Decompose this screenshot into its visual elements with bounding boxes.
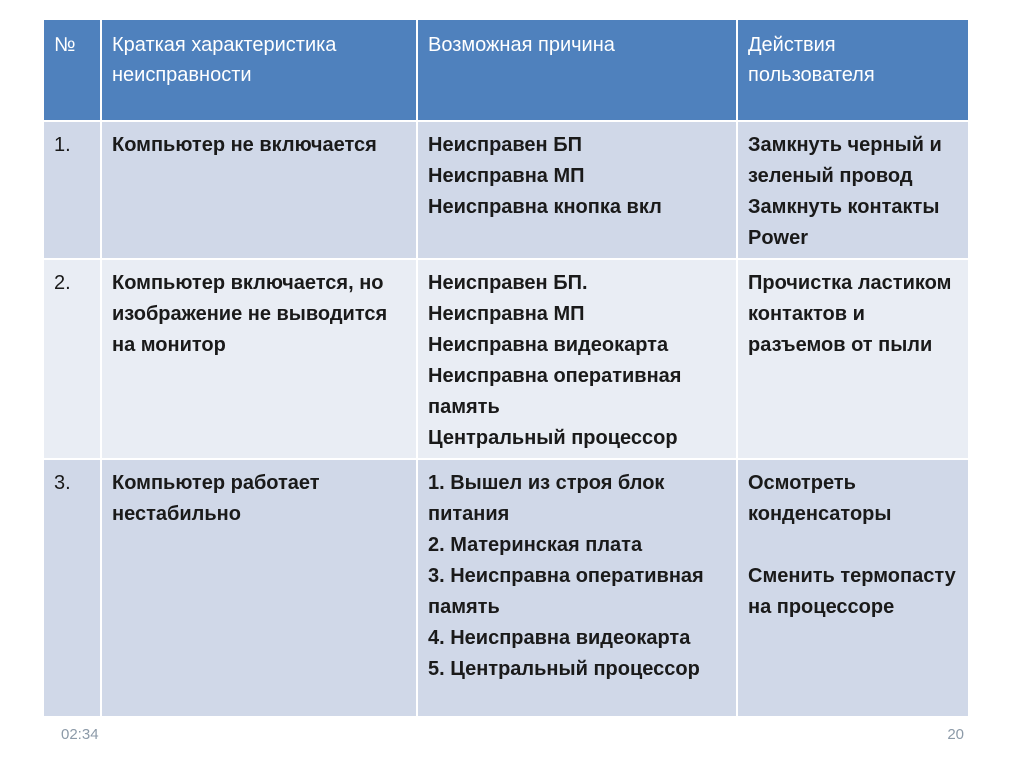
table-row xyxy=(43,121,969,259)
cause-item: 4. Неисправна видеокарта xyxy=(428,627,691,649)
troubleshooting-table xyxy=(42,18,970,718)
cause-item: Неисправен БП xyxy=(428,134,582,156)
row-number: 2. xyxy=(43,259,101,459)
cause-item: Центральный процессор xyxy=(428,427,678,449)
cause-item: Неисправна МП xyxy=(428,165,585,187)
action-item: Замкнуть черный и зеленый провод xyxy=(748,134,942,187)
header-cause: Возможная причина xyxy=(417,19,737,121)
action-item: Осмотреть конденсаторы xyxy=(748,472,892,525)
possible-causes xyxy=(417,459,737,717)
header-num: № xyxy=(43,19,101,121)
fault-description: Компьютер не включается xyxy=(101,121,417,259)
action-item: Прочистка ластиком контактов и разъемов от пыли xyxy=(748,272,952,356)
cause-item: Неисправна оперативная память xyxy=(428,365,682,418)
cause-item: 2. Материнская плата xyxy=(428,534,643,556)
row-number: 1. xyxy=(43,121,101,259)
spacer xyxy=(748,530,958,561)
table-row xyxy=(43,459,969,717)
user-actions xyxy=(737,121,969,259)
header-description: Краткая характеристика неисправности xyxy=(101,19,417,121)
header-actions: Действия пользователя xyxy=(737,19,969,121)
page-number: 20 xyxy=(947,726,964,743)
footer-time: 02:34 xyxy=(61,726,99,743)
cause-item: Неисправна кнопка вкл xyxy=(428,196,662,218)
fault-description: Компьютер работает нестабильно xyxy=(101,459,417,717)
possible-causes xyxy=(417,121,737,259)
cause-item: 5. Центральный процессор xyxy=(428,658,700,680)
cause-item: 3. Неисправна оперативная память xyxy=(428,565,704,618)
action-item: Сменить термопасту на процессоре xyxy=(748,565,956,618)
table-header-row xyxy=(43,19,969,121)
possible-causes xyxy=(417,259,737,459)
cause-item: 1. Вышел из строя блок питания xyxy=(428,472,665,525)
action-item: Замкнуть контакты Power xyxy=(748,196,940,249)
table-row xyxy=(43,259,969,459)
cause-item: Неисправен БП. xyxy=(428,272,588,294)
row-number: 3. xyxy=(43,459,101,717)
user-actions xyxy=(737,259,969,459)
fault-description: Компьютер включается, но изображение не выводится на монитор xyxy=(101,259,417,459)
user-actions xyxy=(737,459,969,717)
cause-item: Неисправна видеокарта xyxy=(428,334,669,356)
cause-item: Неисправна МП xyxy=(428,303,585,325)
